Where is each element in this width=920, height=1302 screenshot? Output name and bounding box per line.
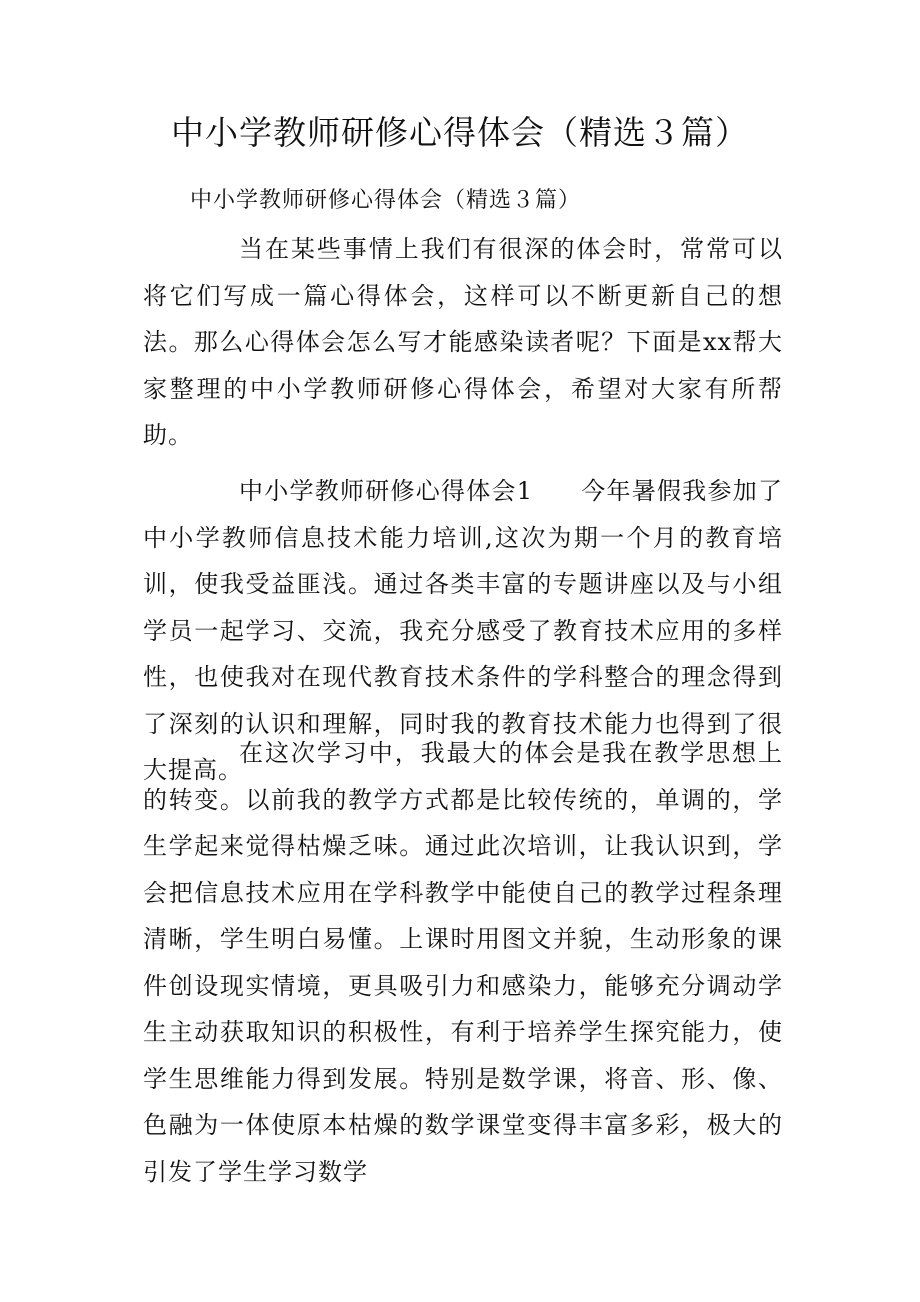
section-1-paragraph-2: 在这次学习中，我最大的体会是我在教学思想上的转变。以前我的教学方式都是比较传统的，单调的，学生学起来觉得枯燥乏味。通过此次培训，让我认识到，学会把信息技术应用在学科教学中能使自己的教学过程条理清晰，学生明白易懂。上课时用图文并貌，生动形象的课件创设现实情境，更具吸引力和感染力，能够充分调动学生主动获取知识的积极性，有利于培养学生探究能力，使学生思维能力得到发展。特别是数学课，将音、形、像、色融为一体使原本枯燥的数学课堂变得丰富多彩，极大的引发了学生学习数学 <box>143 739 783 1186</box>
document-subtitle: 中小学教师研修心得体会（精选３篇） <box>190 188 582 213</box>
section-1-heading: 中小学教师研修心得体会1 <box>239 477 534 505</box>
intro-paragraph: 当在某些事情上我们有很深的体会时，常常可以将它们写成一篇心得体会，这样可以不断更新自己的想法。那么心得体会怎么写才能感染读者呢？下面是xx帮大家整理的中小学教师研修心得体会，希望对大家有所帮助。 <box>143 235 783 449</box>
section-1-body: 今年暑假我参加了中小学教师信息技术能力培训,这次为期一个月的教育培训，使我受益匪浅。通过各类丰富的专题讲座以及与小组学员一起学习、交流，我充分感受了教育技术应用的多样性，也使我对在现代教育技术条件的学科整合的理念得到了深刻的认识和理解，同时我的教育技术能力也得到了很大提高。 <box>143 477 784 784</box>
document-title: 中小学教师研修心得体会（精选３篇） <box>171 113 749 152</box>
